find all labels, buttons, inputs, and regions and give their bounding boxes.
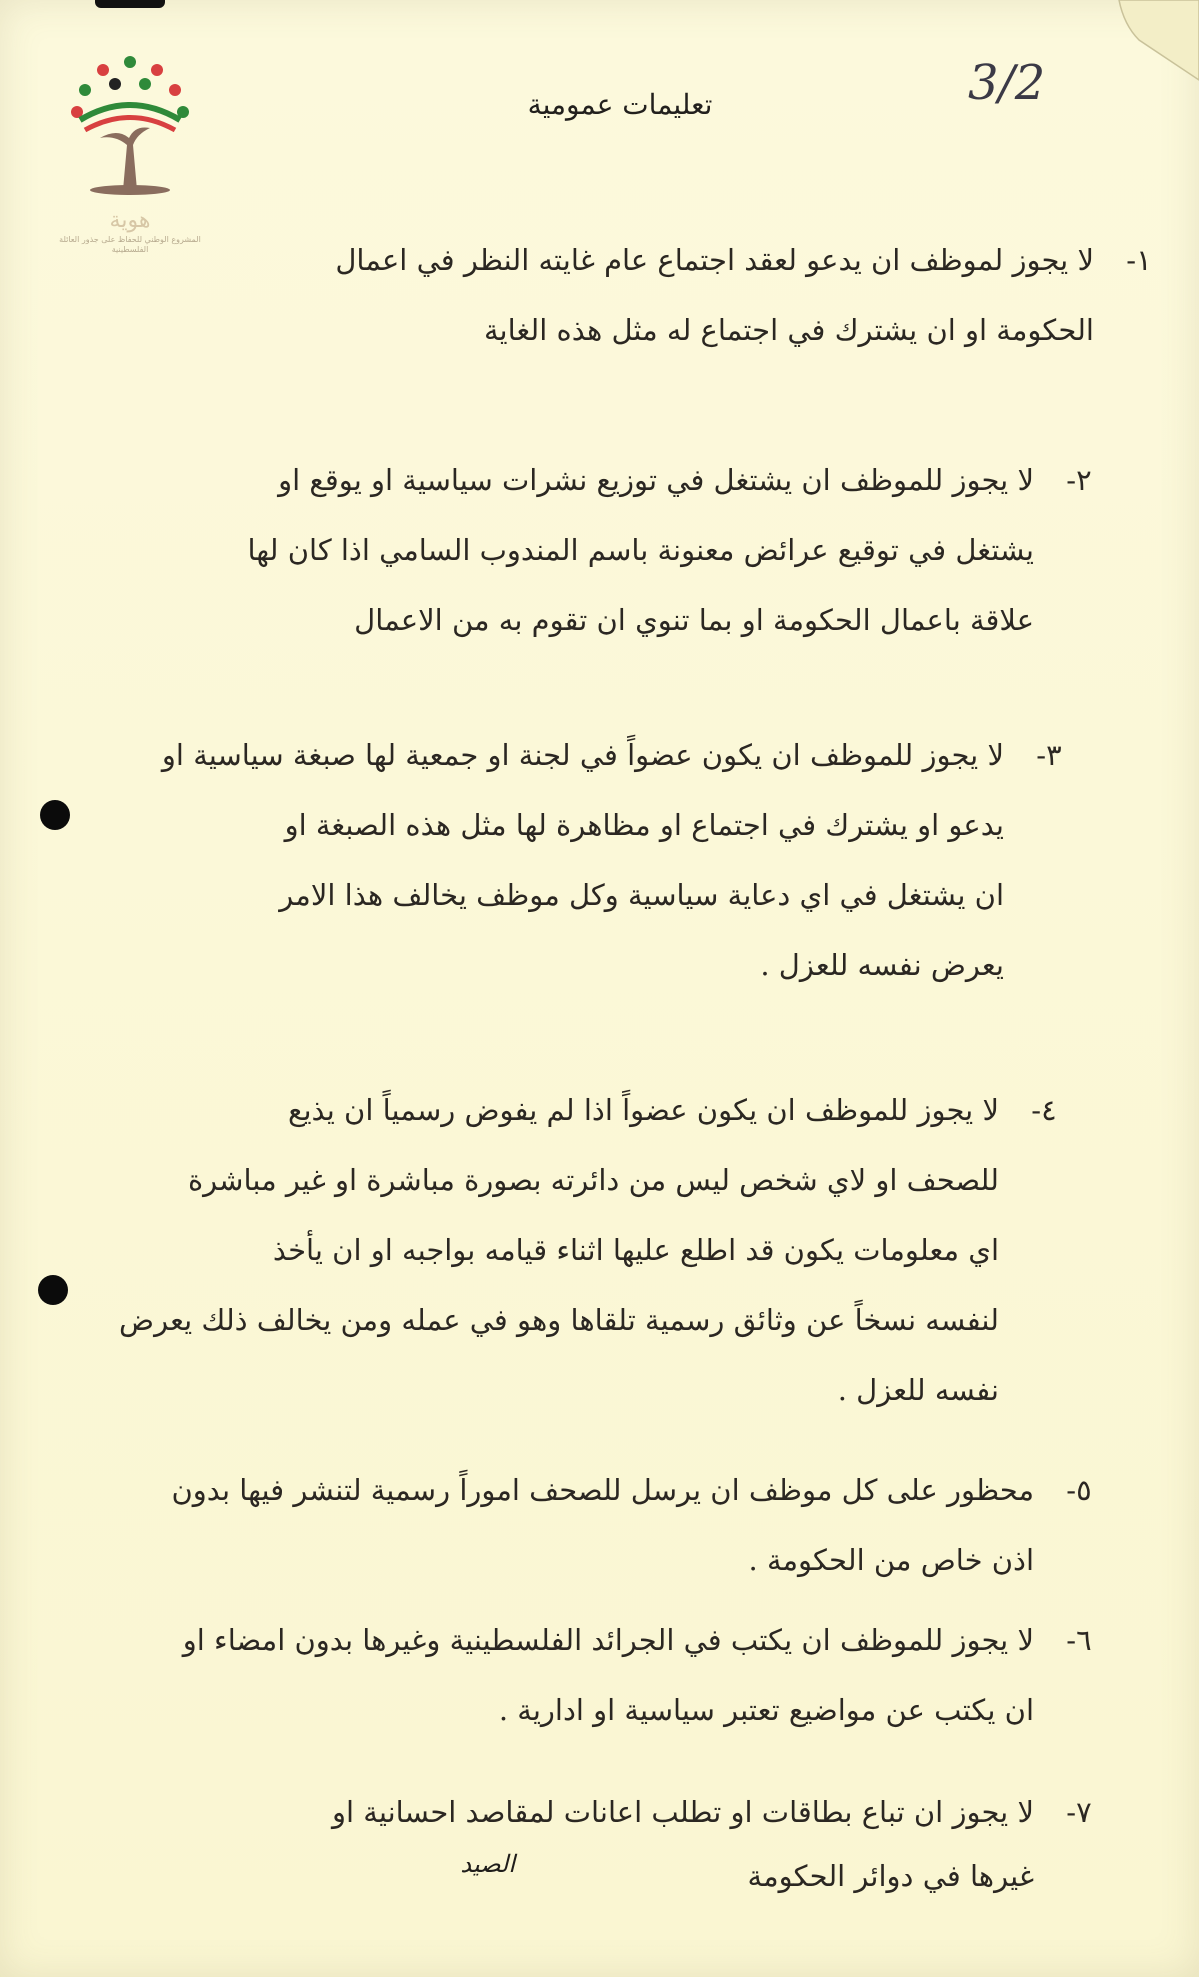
bullet-dot <box>38 1275 68 1305</box>
item-line: للصحف او لاي شخص ليس من دائرته بصورة مباشرة او غير مباشرة <box>187 1163 999 1197</box>
item-number: ٤- <box>1031 1093 1057 1127</box>
bullet-dot <box>40 800 70 830</box>
document-title: تعليمات عمومية <box>527 88 713 121</box>
item-line: لا يجوز للموظف ان يشتغل في توزيع نشرات سياسية او يوقع او <box>278 463 1034 497</box>
item-number: ٢- <box>1066 463 1092 497</box>
item-line: لا يجوز لموظف ان يدعو لعقد اجتماع عام غايته النظر في اعمال <box>335 243 1094 277</box>
item-line: ان يكتب عن مواضيع تعتبر سياسية او ادارية . <box>498 1693 1034 1727</box>
item-line: لا يجوز ان تباع بطاقات او تطلب اعانات لمقاصد احسانية او <box>332 1795 1034 1829</box>
instruction-item-4 <box>99 1075 1057 1425</box>
instruction-item-2 <box>84 445 1092 655</box>
page-number: 3/2 <box>968 55 1046 111</box>
instruction-item-7 <box>104 1780 1092 1908</box>
scan-edge-mark <box>95 0 165 8</box>
item-line: يعرض نفسه للعزل . <box>760 948 1004 982</box>
item-line: محظور على كل موظف ان يرسل للصحف اموراً رسمية لتنشر فيها بدون <box>171 1473 1034 1507</box>
item-line: لا يجوز للموظف ان يكون عضواً اذا لم يفوض رسمياً ان يذيع <box>288 1093 999 1127</box>
item-line: ان يشتغل في اي دعاية سياسية وكل موظف يخالف هذا الامر <box>279 878 1004 912</box>
folded-corner <box>1109 0 1199 90</box>
item-line: علاقة باعمال الحكومة او بما تنوي ان تقوم به من الاعمال <box>354 603 1034 637</box>
item-line: الحكومة او ان يشترك في اجتماع له مثل هذه الغاية <box>483 313 1094 347</box>
tree-logo-icon <box>55 50 205 200</box>
item-line: يدعو او يشترك في اجتماع او مظاهرة لها مثل هذه الصبغة او <box>284 808 1004 842</box>
item-line: اذن خاص من الحكومة . <box>748 1543 1034 1577</box>
item-line: غيرها في دوائر الحكومة <box>747 1859 1034 1893</box>
signature: الصيد <box>460 1850 515 1878</box>
instruction-item-6 <box>104 1605 1092 1745</box>
instruction-item-3 <box>114 720 1062 1000</box>
item-line: يشتغل في توقيع عرائض معنونة باسم المندوب السامي اذا كان لها <box>247 533 1034 567</box>
watermark-brand: هوية <box>109 208 151 233</box>
item-number: ٦- <box>1066 1623 1092 1657</box>
watermark-logo <box>55 50 205 254</box>
watermark-caption: المشروع الوطني للحفاظ على جذور العائلة الفلسطينية <box>59 235 201 254</box>
instruction-item-5 <box>104 1455 1092 1595</box>
item-number: ٧- <box>1066 1795 1092 1829</box>
item-number: ٥- <box>1066 1473 1092 1507</box>
item-number: ٣- <box>1036 738 1062 772</box>
item-line: لا يجوز للموظف ان يكتب في الجرائد الفلسطينية وغيرها بدون امضاء او <box>182 1623 1034 1657</box>
instruction-item-1 <box>144 225 1152 365</box>
item-line: لا يجوز للموظف ان يكون عضواً في لجنة او جمعية لها صبغة سياسية او <box>161 738 1004 772</box>
item-number: ١- <box>1126 243 1152 277</box>
item-line: اي معلومات يكون قد اطلع عليها اثناء قيامه بواجبه او ان يأخذ <box>272 1233 999 1267</box>
item-line: نفسه للعزل . <box>837 1373 999 1407</box>
item-line: لنفسه نسخاً عن وثائق رسمية تلقاها وهو في عمله ومن يخالف ذلك يعرض <box>119 1303 999 1337</box>
